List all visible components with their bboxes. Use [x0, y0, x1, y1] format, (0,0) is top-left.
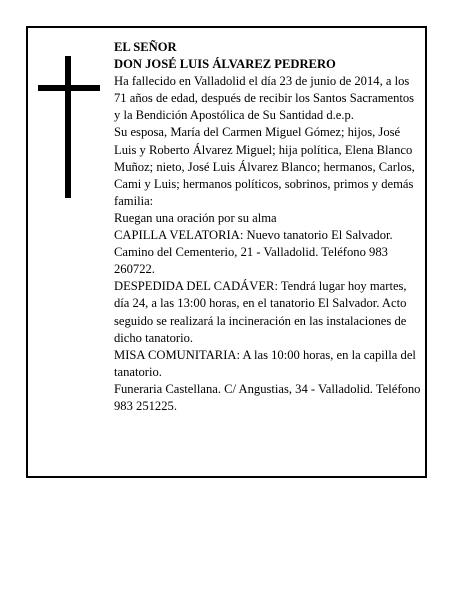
- cross-icon: [38, 56, 100, 198]
- mass-info: MISA COMUNITARIA: A las 10:00 horas, en la capilla del tanatorio.: [114, 347, 416, 379]
- obituary-notice: [26, 26, 427, 478]
- farewell-info: DESPEDIDA DEL CADÁVER: Tendrá lugar hoy martes, día 24, a las 13:00 horas, en el tanatorio El Salvador. Acto seguido se realizará la incineración en las instalaciones de dicho tanatorio.: [114, 279, 407, 345]
- notice-body: [114, 39, 422, 415]
- cross-horizontal-bar: [38, 85, 100, 91]
- family-members: Su esposa, María del Carmen Miguel Gómez; hijos, José Luis y Roberto Álvarez Miguel; hija política, Elena Blanco Muñoz; nieto, José Luis Álvarez Blanco; hermanos, Carlos, Cami y Luis; hermanos políticos, sobrinos, primos y demás familia:: [114, 125, 415, 208]
- deceased-name: DON JOSÉ LUIS ÁLVAREZ PEDRERO: [114, 57, 336, 72]
- prayer-request: Ruegan una oración por su alma: [114, 210, 277, 225]
- chapel-info: CAPILLA VELATORIA: Nuevo tanatorio El Salvador. Camino del Cementerio, 21 - Valladolid. Teléfono 983 260722.: [114, 228, 393, 277]
- notice-title: EL SEÑOR: [114, 40, 177, 54]
- cross-vertical-bar: [65, 56, 71, 198]
- death-announcement: Ha fallecido en Valladolid el día 23 de junio de 2014, a los 71 años de edad, después de recibir los Santos Sacramentos y la Bendición Apostólica de Su Santidad d.e.p.: [114, 74, 415, 123]
- funeral-home-info: Funeraria Castellana. C/ Angustias, 34 - Valladolid. Teléfono 983 251225.: [114, 381, 421, 413]
